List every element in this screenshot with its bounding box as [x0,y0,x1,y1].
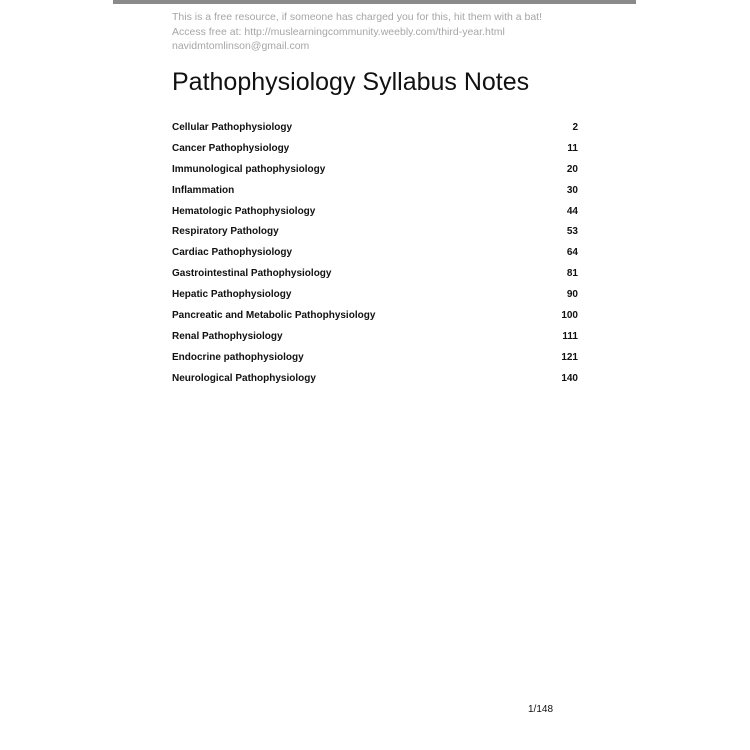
toc-entry[interactable] [172,368,578,389]
table-of-contents [172,117,578,389]
toc-entry-label: Respiratory Pathology [172,226,279,238]
toc-entry[interactable] [172,263,578,284]
toc-entry-page: 11 [567,142,578,154]
free-resource-notice [172,10,542,54]
toc-entry[interactable] [172,284,578,305]
toc-entry-label: Cardiac Pathophysiology [172,247,293,259]
toc-entry[interactable] [172,242,578,263]
toc-entry-label: Pancreatic and Metabolic Pathophysiology [172,309,376,321]
toc-entry-page: 44 [566,205,578,217]
toc-entry-label: Neurological Pathophysiology [172,372,316,384]
toc-entry-page: 20 [566,163,578,175]
toc-entry[interactable] [172,180,578,201]
toc-entry[interactable] [172,117,578,138]
toc-entry-page: 81 [566,268,578,280]
toc-entry-page: 64 [566,247,578,259]
toc-entry-page: 30 [566,184,578,196]
toc-entry[interactable] [172,138,578,159]
toc-entry[interactable] [172,305,578,326]
notice-line-1: This is a free resource, if someone has charged you for this, hit them with a bat! [172,11,543,23]
toc-entry[interactable] [172,201,578,222]
page-top-border [113,0,636,4]
toc-entry-label: Hepatic Pathophysiology [172,289,292,301]
toc-entry-label: Immunological pathophysiology [172,163,326,175]
notice-line-2: Access free at: http://muslearningcommunity.weebly.com/third-year.html [172,25,505,38]
toc-entry[interactable] [172,221,578,242]
toc-entry[interactable] [172,326,578,347]
toc-entry-label: Hematologic Pathophysiology [172,205,316,217]
toc-entry-page: 111 [562,330,578,342]
toc-entry-page: 2 [572,121,578,133]
toc-entry-page: 90 [566,289,578,301]
toc-entry-label: Cancer Pathophysiology [172,142,290,154]
toc-entry-page: 140 [561,372,578,384]
toc-entry-label: Endocrine pathophysiology [172,351,304,363]
page-indicator: 1/148 [528,704,554,715]
toc-entry-page: 100 [561,309,578,321]
notice-line-3: navidmtomlinson@gmail.com [172,40,310,52]
toc-entry-label: Renal Pathophysiology [172,330,283,342]
toc-entry[interactable] [172,159,578,180]
toc-entry-page: 121 [561,351,578,363]
toc-entry-label: Gastrointestinal Pathophysiology [172,268,332,280]
toc-entry[interactable] [172,347,578,368]
document-title: Pathophysiology Syllabus Notes [172,68,530,96]
toc-entry-page: 53 [566,226,578,238]
toc-entry-label: Cellular Pathophysiology [172,121,293,133]
toc-entry-label: Inflammation [172,184,235,196]
